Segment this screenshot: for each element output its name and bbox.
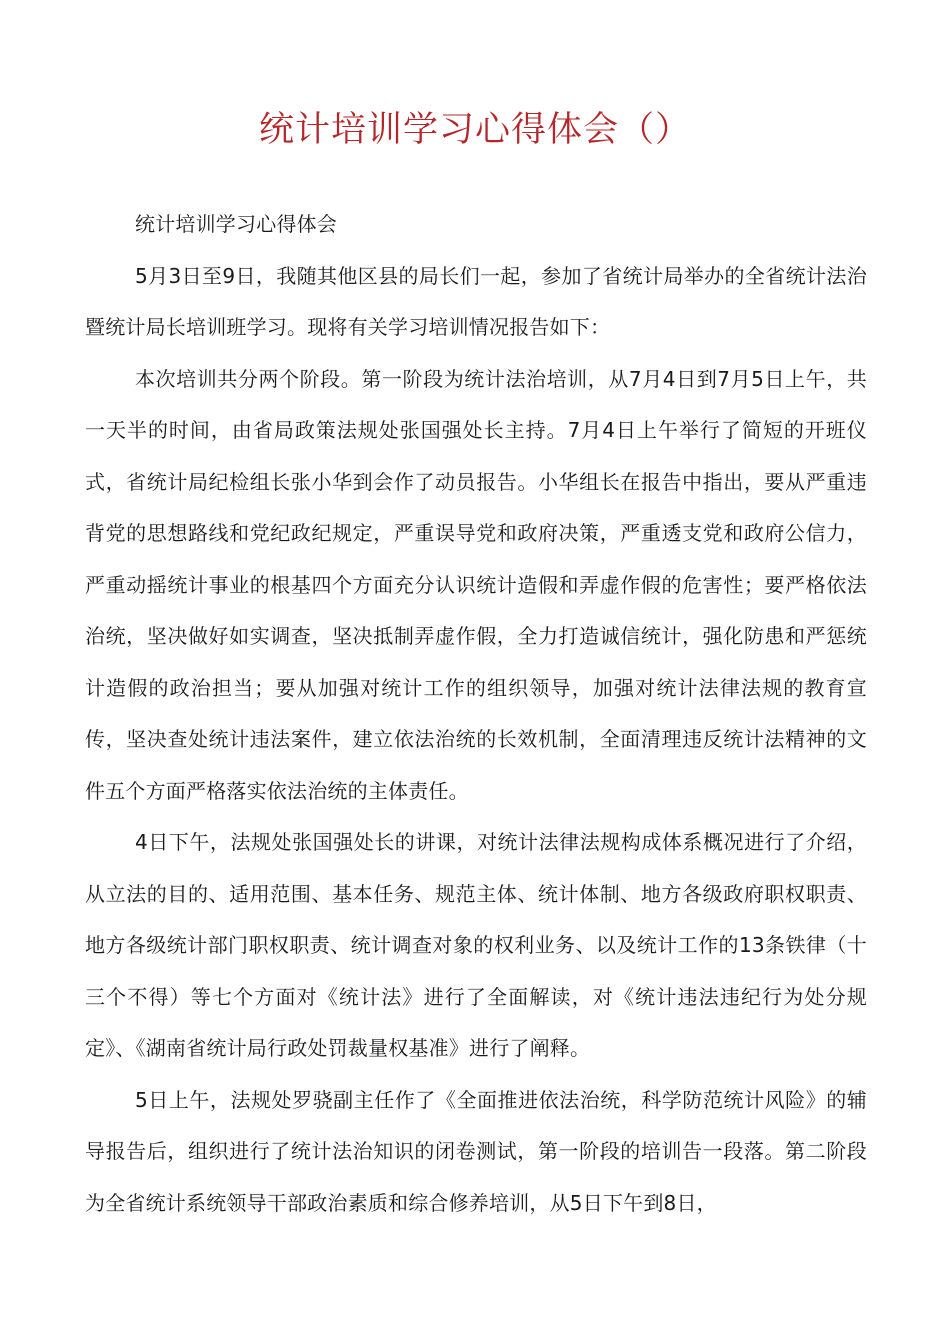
- paragraph-intro: 5月3日至9日，我随其他区县的局长们一起，参加了省统计局举办的全省统计法治暨统计局长培训班学习。现将有关学习培训情况报告如下：: [85, 263, 867, 339]
- paragraph-fifth-morning: 5日上午，法规处罗骁副主任作了《全面推进依法治统，科学防范统计风险》的辅导报告后，组织进行了统计法治知识的闭卷测试，第一阶段的培训告一段落。第二阶段为全省统计系统领导干部政治素质和综合修养培训，从5日下午到8日，: [85, 1087, 867, 1215]
- paragraph-subtitle: 统计培训学习心得体会: [135, 212, 337, 236]
- paragraph-stage-one: 本次培训共分两个阶段。第一阶段为统计法治培训，从7月4日到7月5日上午，共一天半的时间，由省局政策法规处张国强处长主持。7月4日上午举行了简短的开班仪式，省统计局纪检组长张小华到会作了动员报告。小华组长在报告中指出，要从严重违背党的思想路线和党纪政纪规定，严重误导党和政府决策，严重透支党和政府公信力，严重动摇统计事业的根基四个方面充分认识统计造假和弄虚作假的危害性；要严格依法治统，坚决做好如实调查，坚决抵制弄虚作假，全力打造诚信统计，强化防患和严惩统计造假的政治担当；要从加强对统计工作的组织领导，加强对统计法律法规的教育宣传，坚决查处统计违法案件，建立依法治统的长效机制，全面清理违反统计法精神的文件五个方面严格落实依法治统的主体责任。: [85, 366, 867, 803]
- paragraph-fourth-afternoon: 4日下午，法规处张国强处长的讲课，对统计法律法规构成体系概况进行了介绍，从立法的目的、适用范围、基本任务、规范主体、统计体制、地方各级政府职权职责、地方各级统计部门职权职责、统计调查对象的权利业务、以及统计工作的13条铁律（十三个不得）等七个方面对《统计法》进行了全面解读，对《统计违法违纪行为处分规定》、《湖南省统计局行政处罚裁量权基准》进行了阐释。: [85, 830, 867, 1060]
- document-body: [85, 199, 867, 1229]
- document-title: 统计培训学习心得体会（）: [258, 110, 691, 150]
